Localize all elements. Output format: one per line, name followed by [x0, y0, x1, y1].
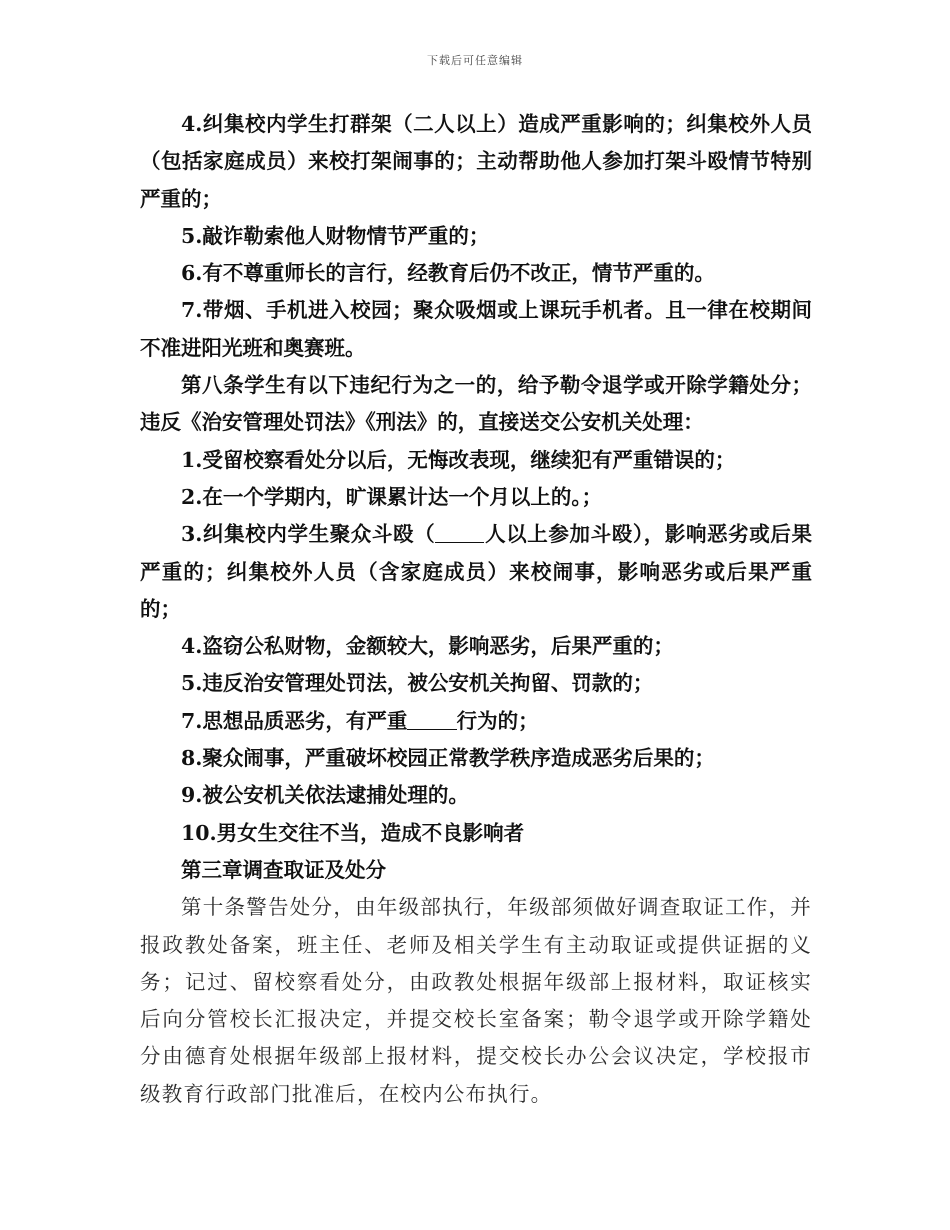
article-8-item-3 — [140, 516, 812, 628]
item-3-text-before: 3.纠集校内学生聚众斗殴（ — [181, 522, 436, 547]
fill-blank — [435, 522, 484, 544]
article-8-item-4: 4.盗窃公私财物，金额较大，影响恶劣，后果严重的； — [181, 634, 674, 659]
clause-item-5: 5.敲诈勒索他人财物情节严重的； — [181, 223, 490, 248]
clause-item-6: 6.有不尊重师长的言行，经教育后仍不改正，情节严重的。 — [181, 261, 715, 286]
article-8: 第八条学生有以下违纪行为之一的，给予勒令退学或开除学籍处分；违反《治安管理处罚法》《刑法》的，直接送交公安机关处理： — [140, 373, 812, 435]
page-header: 下载后可任意编辑 — [427, 54, 523, 67]
article-8-item-10: 10.男女生交往不当，造成不良影响者 — [181, 820, 525, 845]
item-7-text-after: 行为的； — [456, 708, 539, 733]
item-7-text-before: 7.思想品质恶劣，有严重 — [181, 708, 408, 733]
article-8-item-1: 1.受留校察看处分以后，无悔改表现，继续犯有严重错误的； — [181, 447, 736, 472]
article-8-item-2: 2.在一个学期内，旷课累计达一个月以上的。； — [181, 484, 603, 509]
chapter-3-heading: 第三章调查取证及处分 — [181, 857, 386, 882]
clause-item-7: 7.带烟、手机进入校园；聚众吸烟或上课玩手机者。且一律在校期间不准进阳光班和奥赛班。 — [140, 298, 812, 360]
article-8-item-5: 5.违反治安管理处罚法，被公安机关拘留、罚款的； — [181, 671, 654, 696]
article-10: 第十条警告处分，由年级部执行，年级部须做好调查取证工作，并报政教处备案，班主任、老师及相关学生有主动取证或提供证据的义务；记过、留校察看处分，由政教处根据年级部上报材料，取证核实后向分管校长汇报决定，并提交校长室备案；勒令退学或开除学籍处分由德育处根据年级部上报材料，提交校长办公会议决定，学校报市级教育行政部门批准后，在校内公布执行。 — [140, 895, 812, 1106]
document-body — [140, 106, 812, 1113]
clause-item-4: 4.纠集校内学生打群架（二人以上）造成严重影响的；纠集校外人员（包括家庭成员）来校打架闹事的；主动帮助他人参加打架斗殴情节特别严重的； — [140, 112, 812, 211]
fill-blank — [407, 708, 456, 730]
article-8-item-8: 8.聚众闹事，严重破坏校园正常教学秩序造成恶劣后果的； — [181, 746, 715, 771]
item-3-text-after: 人以上参加斗殴），影响恶劣或后果严重的；纠集校外人员（含家庭成员）来校闹事，影响恶劣或后果严重的； — [140, 522, 813, 621]
article-8-item-9: 9.被公安机关依法逮捕处理的。 — [181, 783, 469, 808]
article-8-item-7 — [140, 703, 812, 740]
